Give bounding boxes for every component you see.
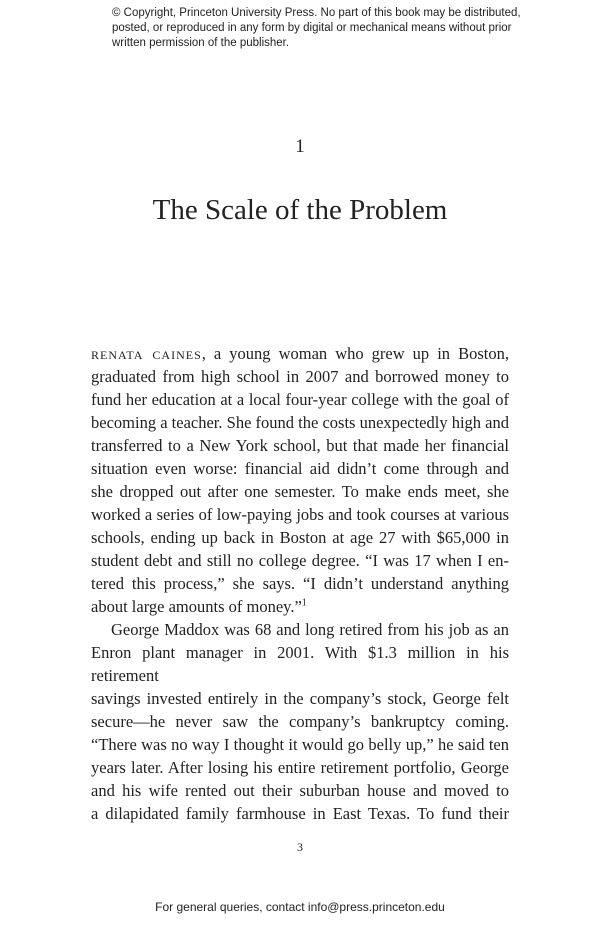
chapter-number: 1 (295, 136, 305, 157)
paragraph-line: worked a series of low-paying jobs and took courses at various (91, 505, 509, 524)
paragraph-line (91, 342, 509, 365)
paragraph-line: “There was no way I thought it would go belly up,” he said ten (91, 735, 509, 754)
paragraph-line: graduated from high school in 2007 and borrowed money to (91, 367, 509, 386)
footnote-reference[interactable]: 1 (301, 597, 307, 609)
copyright-notice: © Copyright, Princeton University Press. No part of this book may be distributed, posted, or reproduced in any form by digital or mechanical means without prior written permission of the publisher. (112, 7, 521, 49)
paragraph-line: George Maddox was 68 and long retired from his job as an (111, 620, 509, 639)
paragraph-line (91, 595, 509, 618)
paragraph-line: schools, ending up back in Boston at age 27 with $65,000 in (91, 528, 509, 547)
paragraph-line: situation even worse: financial aid didn’t come through and (91, 459, 509, 478)
paragraph-line: becoming a teacher. She found the costs unexpectedly high and (91, 413, 509, 432)
paragraph-line: and his wife rented out their suburban house and moved to (91, 781, 509, 800)
paragraph-line: fund her education at a local four-year college with the goal of (91, 390, 509, 409)
paragraph-line: tered this process,” she says. “I didn’t understand anything (91, 574, 509, 593)
lead-name: renata caines (91, 344, 202, 363)
page-number: 3 (297, 840, 303, 854)
paragraph-line: Enron plant manager in 2001. With $1.3 million in his retirement (91, 643, 509, 685)
chapter-title: The Scale of the Problem (152, 194, 448, 226)
paragraph-line: a dilapidated family farmhouse in East Texas. To fund their (91, 804, 509, 823)
paragraph-line: transferred to a New York school, but that made her financial (91, 436, 509, 455)
footer-contact: For general queries, contact info@press.princeton.edu (155, 900, 445, 914)
body-text (91, 342, 509, 825)
paragraph-line: secure—he never saw the company’s bankruptcy coming. (91, 712, 509, 731)
paragraph-line-text: about large amounts of money.” (91, 597, 302, 616)
paragraph-line-text: , a young woman who grew up in Boston, (201, 344, 509, 363)
paragraph-line: years later. After losing his entire retirement portfolio, George (91, 758, 509, 777)
paragraph-line: she dropped out after one semester. To make ends meet, she (91, 482, 509, 501)
paragraph-line: student debt and still no college degree. “I was 17 when I en- (91, 551, 509, 570)
paragraph-line: savings invested entirely in the company’s stock, George felt (91, 689, 509, 708)
